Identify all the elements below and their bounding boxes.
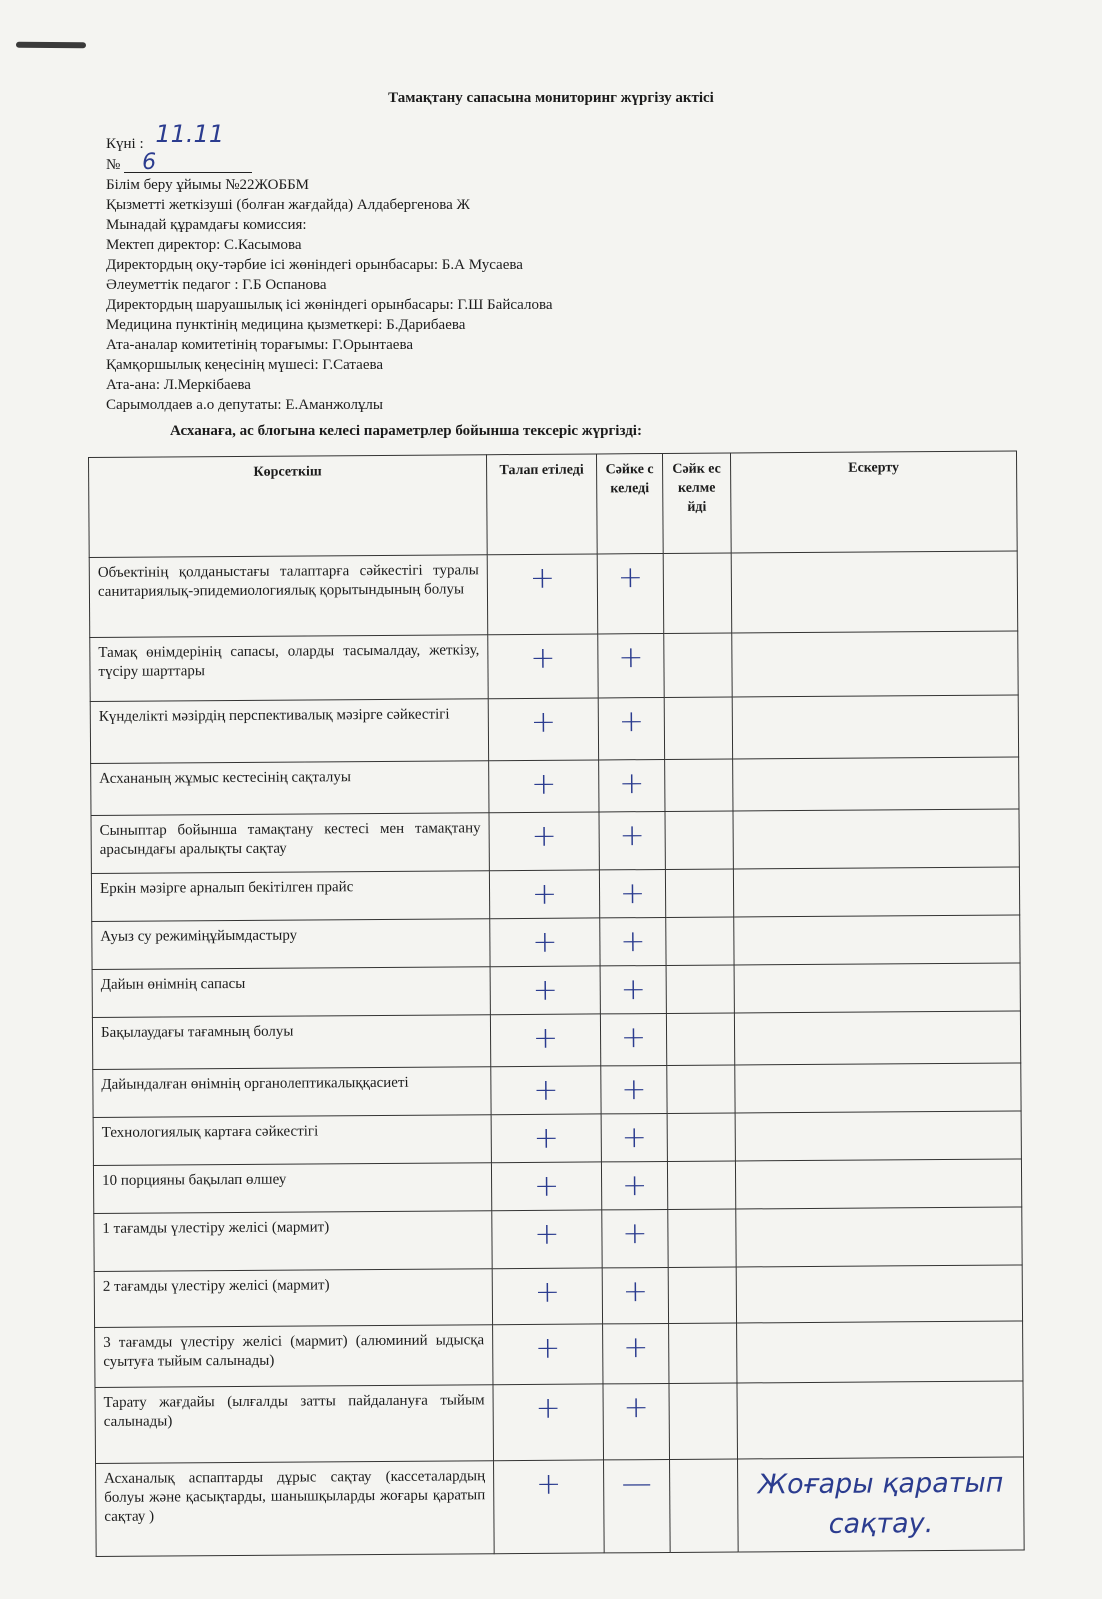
indicator-cell: Асханалық аспаптарды дұрыс сақтау (кассеталардың болуы және қасықтарды, шанышқыларды жоғары қаратып сақтау ) xyxy=(96,1461,495,1557)
handwritten-note xyxy=(745,1328,1014,1330)
indicator-cell: 10 порцияны бақылап өлшеу xyxy=(93,1163,491,1214)
table-row xyxy=(93,1063,1021,1117)
note-cell xyxy=(735,1063,1021,1113)
handwritten-note xyxy=(740,638,1009,640)
required-mark: + xyxy=(490,918,600,967)
matches-mark: + xyxy=(601,1113,667,1161)
info-line: Директордың оқу-тәрбие ісі жөніндегі орынбасары: Б.А Мусаева xyxy=(106,257,523,273)
indicator-cell: 2 тағамды үлестіру желісі (мармит) xyxy=(94,1269,492,1328)
indicator-cell: Ауыз су режиміңұйымдастыру xyxy=(92,919,490,970)
not-matches-mark xyxy=(664,633,732,697)
table-row xyxy=(94,1207,1022,1271)
info-line: Мектеп директор: С.Касымова xyxy=(106,237,302,253)
handwritten-note xyxy=(744,1214,1013,1216)
note-cell xyxy=(734,915,1020,965)
not-matches-mark xyxy=(665,811,733,869)
note-cell xyxy=(732,631,1018,697)
col-required: Талап етіледі xyxy=(486,454,597,555)
indicator-cell: Объектінің қолданыстағы талаптарға сәйкестігі туралы санитариялық-эпидемиологиялық қорытындының болуы xyxy=(89,555,488,638)
indicator-cell: Дайын өнімнің сапасы xyxy=(92,967,490,1018)
required-mark: + xyxy=(494,1460,605,1554)
note-cell xyxy=(732,695,1018,759)
handwritten-note xyxy=(742,922,1011,924)
col-indicator: Көрсеткіш xyxy=(89,455,488,558)
table-row xyxy=(94,1265,1022,1327)
handwritten-note xyxy=(744,1118,1013,1120)
note-cell xyxy=(733,809,1019,869)
matches-mark: + xyxy=(599,759,665,811)
handwritten-note xyxy=(742,874,1011,876)
matches-mark: + xyxy=(601,1065,667,1113)
handwritten-note xyxy=(740,558,1009,560)
handwritten-note: Жоғары қаратып сақтау. xyxy=(757,1467,1004,1540)
required-mark: + xyxy=(491,1162,601,1211)
note-cell xyxy=(736,1265,1022,1323)
inspection-table xyxy=(88,451,1025,1557)
not-matches-mark xyxy=(666,917,734,965)
table-row xyxy=(92,915,1020,969)
info-line: Ата-ана: Л.Меркібаева xyxy=(106,377,251,393)
info-line: Мынадай құрамдағы комиссия: xyxy=(106,217,307,233)
table-header-row xyxy=(89,451,1018,557)
number-label: № xyxy=(106,157,121,173)
required-mark: + xyxy=(487,554,598,635)
matches-mark: + xyxy=(603,1323,669,1383)
required-mark: + xyxy=(489,812,599,871)
note-cell xyxy=(737,1321,1023,1383)
note-cell xyxy=(736,1207,1022,1267)
required-mark: + xyxy=(488,698,598,761)
inspection-subtitle: Асханаға, ас блогына келесі параметрлер бойынша тексеріс жүргізді: xyxy=(170,423,642,439)
required-mark: + xyxy=(491,1114,601,1163)
pen-mark xyxy=(16,42,86,49)
handwritten-note xyxy=(745,1272,1014,1274)
indicator-cell: Еркін мәзірге арналып бекітілген прайс xyxy=(91,871,489,922)
matches-mark: + xyxy=(598,697,664,759)
required-mark: + xyxy=(492,1210,602,1269)
not-matches-mark xyxy=(667,1113,735,1161)
note-cell xyxy=(733,867,1019,917)
not-matches-mark xyxy=(669,1323,737,1383)
note-cell xyxy=(731,551,1018,633)
required-mark: + xyxy=(490,1014,600,1067)
info-line: Білім беру ұйымы №22ЖОББМ xyxy=(106,177,310,193)
not-matches-mark xyxy=(670,1459,739,1552)
matches-mark: + xyxy=(599,869,665,917)
table-row xyxy=(90,631,1018,701)
indicator-cell: Сыныптар бойынша тамақтану кестесі мен тамақтану арасындағы аралықты сақтау xyxy=(91,813,489,874)
date-value: 11.11 xyxy=(155,120,225,148)
col-not-matches: Сәйк ес келме йді xyxy=(662,453,731,553)
not-matches-mark xyxy=(666,965,734,1013)
not-matches-mark xyxy=(666,1013,734,1065)
table-row xyxy=(93,1159,1021,1213)
table-row xyxy=(95,1381,1024,1463)
required-mark: + xyxy=(489,870,599,919)
matches-mark: + xyxy=(600,965,666,1013)
required-mark: + xyxy=(492,1268,602,1325)
matches-mark: + xyxy=(603,1383,670,1459)
not-matches-mark xyxy=(664,697,732,759)
not-matches-mark xyxy=(667,1161,735,1209)
not-matches-mark xyxy=(668,1267,736,1323)
required-mark: + xyxy=(488,634,598,699)
matches-mark: + xyxy=(600,917,666,965)
col-matches: Сәйке с келеді xyxy=(596,453,663,553)
indicator-cell: Бақылаудағы тағамның болуы xyxy=(92,1015,490,1070)
not-matches-mark xyxy=(667,1065,735,1113)
table-row xyxy=(92,1011,1020,1069)
matches-mark: + xyxy=(600,1013,666,1065)
document-title: Тамақтану сапасына мониторинг жүргізу актісі xyxy=(388,90,714,106)
info-line: Сарымолдаев а.о депутаты: Е.Аманжолұлы xyxy=(106,397,383,413)
not-matches-mark xyxy=(668,1209,736,1267)
handwritten-note xyxy=(743,1070,1012,1072)
commission-lines xyxy=(106,175,553,415)
matches-mark: + xyxy=(598,633,664,697)
table-row xyxy=(91,809,1019,873)
not-matches-mark xyxy=(669,1383,738,1459)
indicator-cell: 1 тағамды үлестіру желісі (мармит) xyxy=(94,1211,492,1272)
matches-mark: + xyxy=(597,553,664,633)
indicator-cell: Технологиялық картаға сәйкестігі xyxy=(93,1115,491,1166)
note-cell xyxy=(735,1111,1021,1161)
required-mark: + xyxy=(491,1066,601,1115)
indicator-cell: Тамақ өнімдерінің сапасы, оларды тасымалдау, жеткізу, түсіру шарттары xyxy=(90,635,488,702)
required-mark: + xyxy=(493,1384,604,1461)
info-line: Қызметті жеткізуші (болған жағдайда) Алдабергенова Ж xyxy=(106,197,470,213)
indicator-cell: Күнделікті мәзірдің перспективалық мәзірге сәйкестігі xyxy=(90,699,488,764)
not-matches-mark xyxy=(663,553,732,633)
required-mark: + xyxy=(490,966,600,1015)
table-row xyxy=(90,695,1018,763)
number-value: 6 xyxy=(124,154,252,173)
required-mark: + xyxy=(489,760,599,813)
indicator-cell: 3 тағамды үлестіру желісі (мармит) (алюминий ыдысқа суытуға тыйым салынады) xyxy=(95,1325,493,1388)
table-row xyxy=(96,1457,1025,1556)
note-cell xyxy=(738,1457,1025,1552)
indicator-cell: Тарату жағдайы (ылғалды затты пайдалануға тыйым салынады) xyxy=(95,1385,494,1464)
info-line: Әлеуметтік педагог : Г.Б Оспанова xyxy=(106,277,327,293)
table-row xyxy=(95,1321,1023,1387)
table-row xyxy=(93,1111,1021,1165)
not-matches-mark xyxy=(665,759,733,811)
handwritten-note xyxy=(741,702,1010,704)
matches-mark: + xyxy=(599,811,665,869)
note-cell xyxy=(734,1011,1020,1065)
handwritten-note xyxy=(741,764,1010,766)
info-line: Ата-аналар комитетінің торағымы: Г.Орынтаева xyxy=(106,337,414,353)
not-matches-mark xyxy=(665,869,733,917)
handwritten-note xyxy=(746,1388,1015,1390)
table-row xyxy=(91,867,1019,921)
handwritten-note xyxy=(743,970,1012,972)
table-row xyxy=(89,551,1018,637)
matches-mark: + xyxy=(601,1161,667,1209)
table-row xyxy=(92,963,1020,1017)
note-cell xyxy=(735,1159,1021,1209)
table-row xyxy=(91,757,1019,815)
header-info xyxy=(106,120,553,415)
number-line xyxy=(106,150,553,175)
handwritten-note xyxy=(742,816,1011,818)
matches-mark: + xyxy=(602,1267,668,1323)
info-line: Медицина пунктінің медицина қызметкері: Б.Дарибаева xyxy=(106,317,466,333)
note-cell xyxy=(737,1381,1024,1459)
matches-mark: — xyxy=(604,1459,671,1552)
info-line: Директордың шаруашылық ісі жөніндегі орынбасары: Г.Ш Байсалова xyxy=(106,297,553,313)
col-note: Ескерту xyxy=(730,451,1017,553)
date-line xyxy=(106,120,553,154)
matches-mark: + xyxy=(602,1209,668,1267)
handwritten-note xyxy=(743,1018,1012,1020)
handwritten-note xyxy=(744,1166,1013,1168)
note-cell xyxy=(734,963,1020,1013)
required-mark: + xyxy=(493,1324,603,1385)
note-cell xyxy=(733,757,1019,811)
indicator-cell: Дайындалған өнімнің органолептикалыққасиеті xyxy=(93,1067,491,1118)
date-label: Күні : xyxy=(106,136,144,152)
indicator-cell: Асхананың жұмыс кестесінің сақталуы xyxy=(91,761,489,816)
info-line: Қамқоршылық кеңесінің мүшесі: Г.Сатаева xyxy=(106,357,384,373)
